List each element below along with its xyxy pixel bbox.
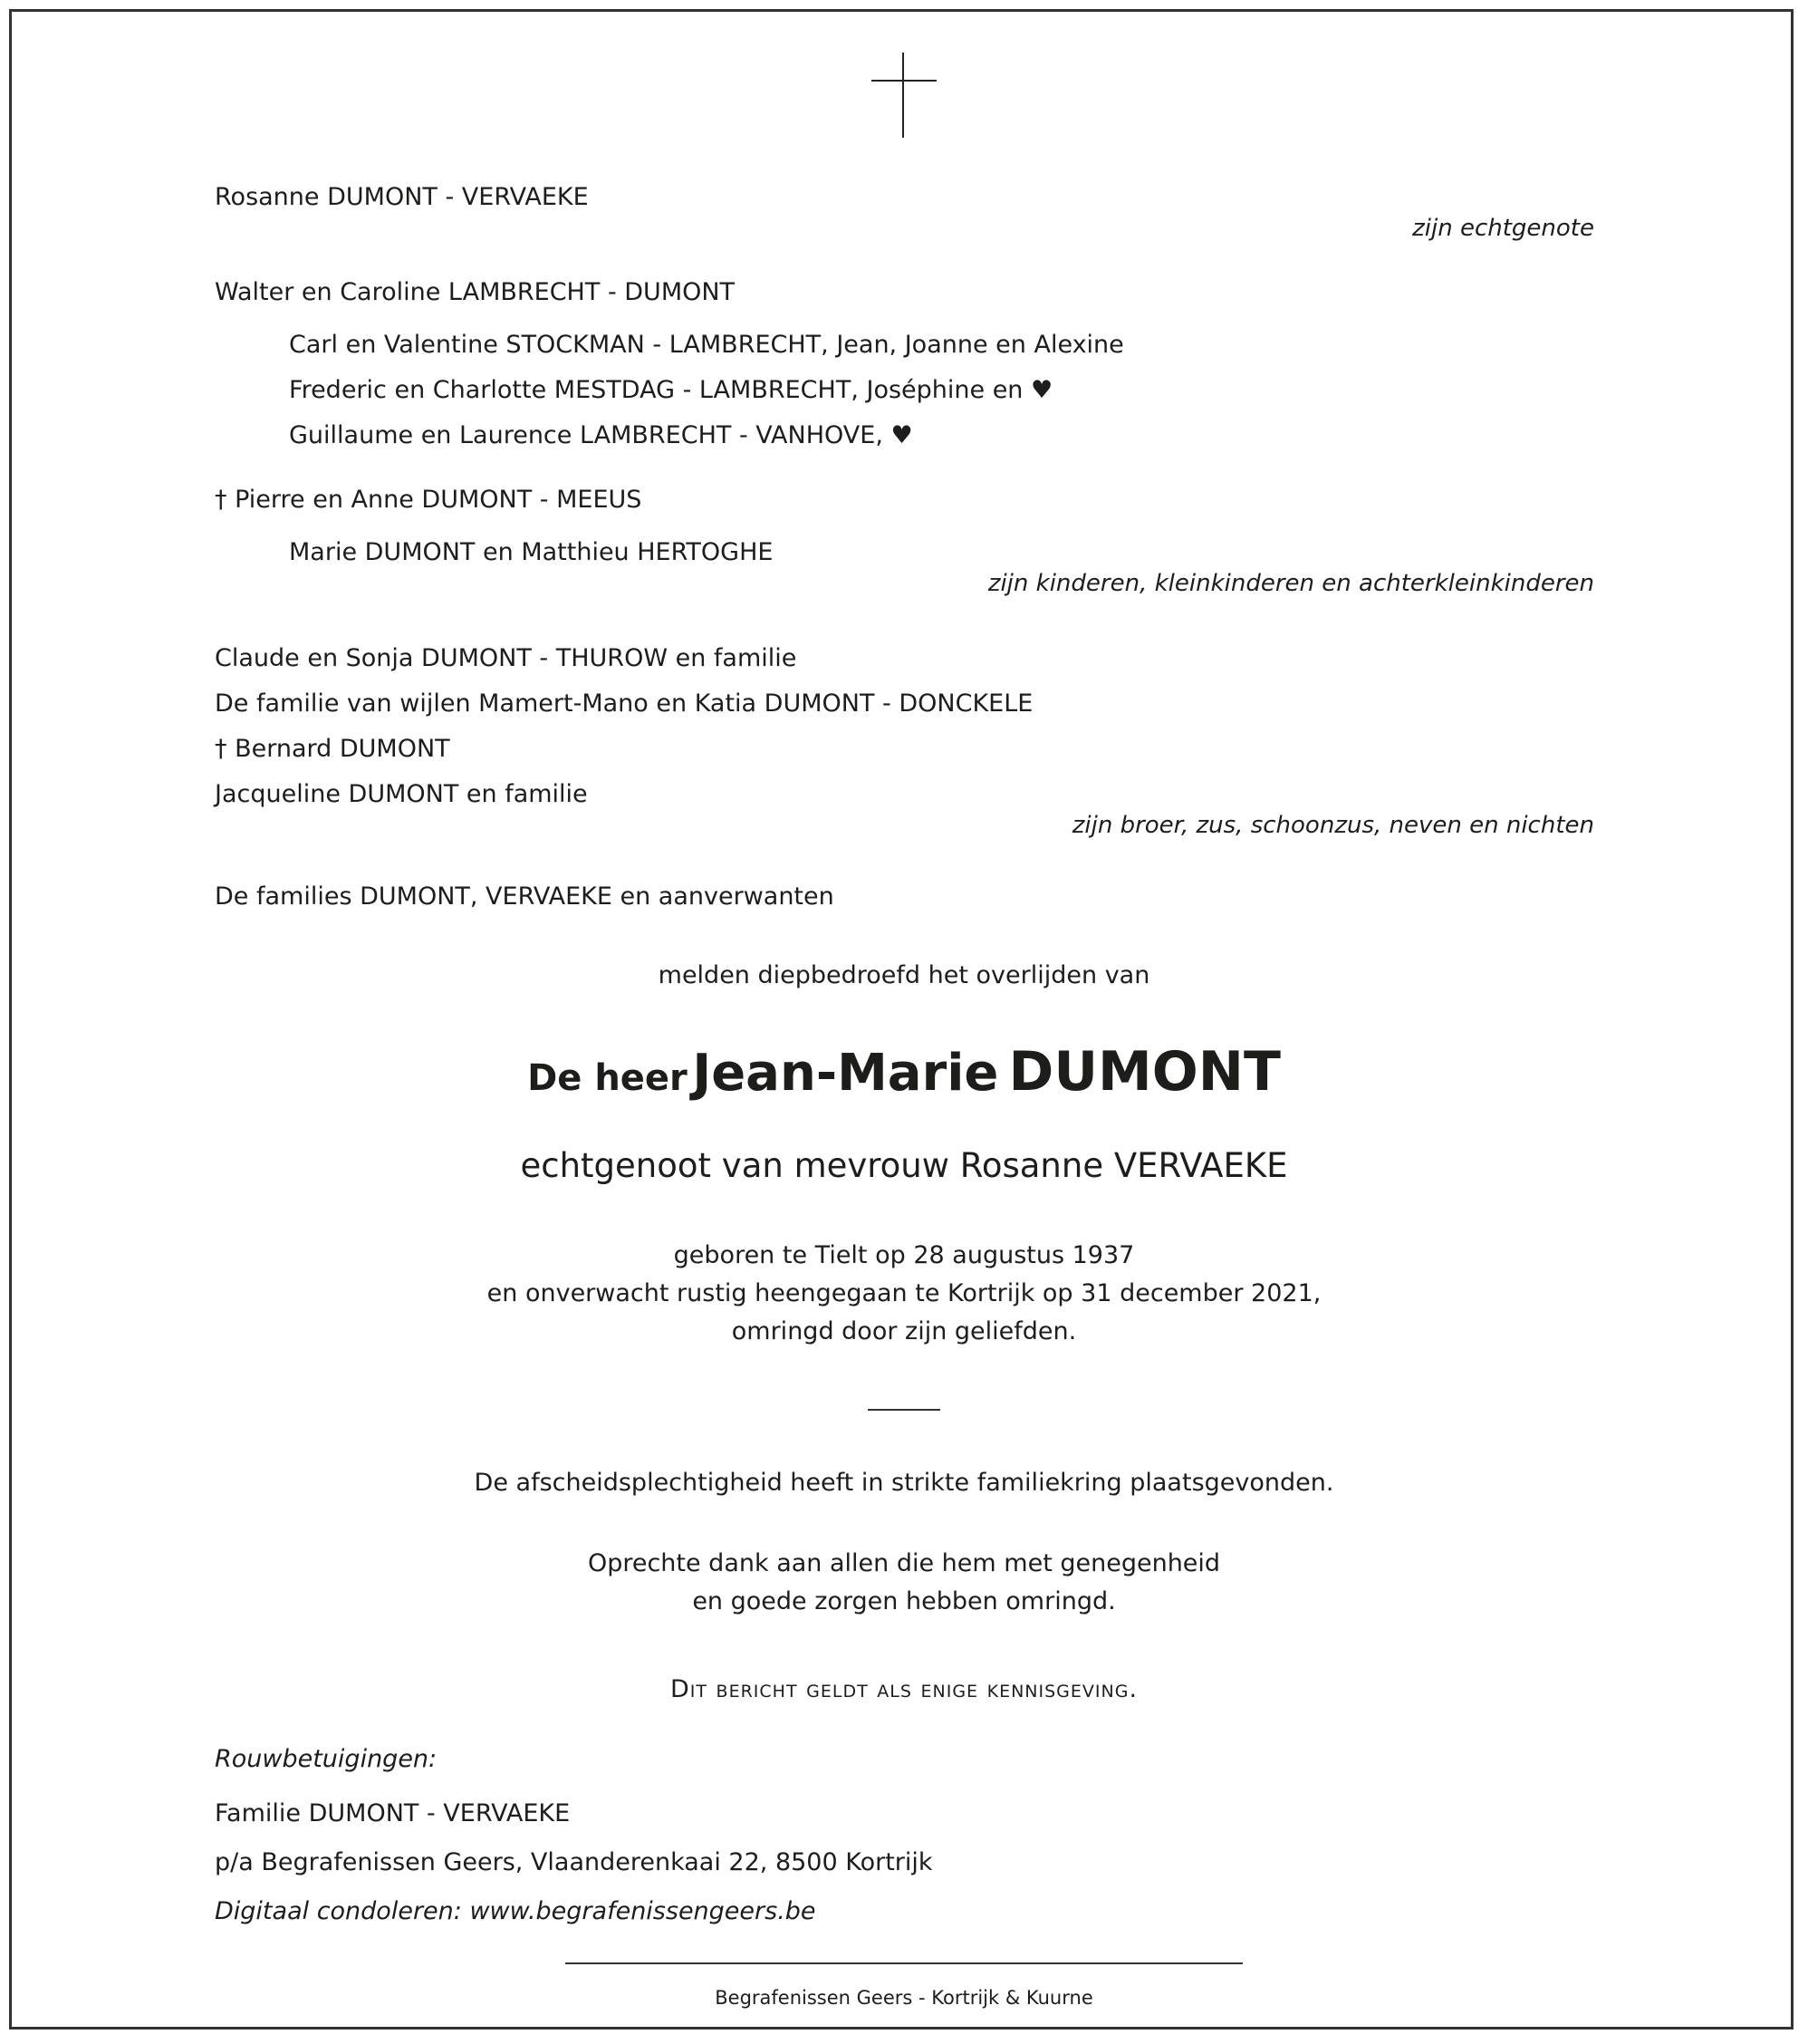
condolences-address: p/a Begrafenissen Geers, Vlaanderenkaai 22, 8500 Kortrijk (215, 1848, 933, 1876)
surrounded-line: omringd door zijn geliefden. (731, 1317, 1077, 1345)
sibling-1: Claude en Sonja DUMONT - THUROW en familie (215, 644, 797, 672)
footer-rule (565, 1962, 1243, 1964)
announcement: melden diepbedroefd het overlijden van (658, 961, 1150, 989)
condolences-name: Familie DUMONT - VERVAEKE (215, 1799, 571, 1827)
child-1: Walter en Caroline LAMBRECHT - DUMONT (215, 278, 736, 306)
grandchild-3: Guillaume en Laurence LAMBRECHT - VANHOVE, ♥ (289, 421, 913, 449)
sibling-2: De familie van wijlen Mamert-Mano en Katia DUMONT - DONCKELE (215, 689, 1034, 718)
page-border (9, 9, 1794, 2030)
grandchild-4: Marie DUMONT en Matthieu HERTOGHE (289, 538, 774, 566)
notice-text: Dit bericht geldt als enige kennisgeving. (669, 1675, 1139, 1703)
grandchild-2: Frederic en Charlotte MESTDAG - LAMBRECHT, Joséphine en ♥ (289, 376, 1053, 404)
families-line: De families DUMONT, VERVAEKE en aanverwanten (215, 882, 834, 911)
spouse-name: Rosanne DUMONT - VERVAEKE (215, 183, 589, 211)
sibling-3: † Bernard DUMONT (215, 735, 450, 763)
separator-rule (868, 1409, 940, 1411)
condolences-online: Digitaal condoleren: www.begrafenissengeers.be (215, 1897, 816, 1925)
thanks-line-2: en goede zorgen hebben omringd. (692, 1587, 1116, 1615)
deceased-subtitle: echtgenoot van mevrouw Rosanne VERVAEKE (520, 1146, 1288, 1185)
child-2: † Pierre en Anne DUMONT - MEEUS (215, 486, 642, 514)
footer-text: Begrafenissen Geers - Kortrijk & Kuurne (715, 1987, 1093, 2009)
sibling-4: Jacqueline DUMONT en familie (215, 780, 588, 808)
grandchild-1: Carl en Valentine STOCKMAN - LAMBRECHT, Jean, Joanne en Alexine (289, 331, 1124, 359)
siblings-role: zijn broer, zus, schoonzus, neven en nichten (1072, 812, 1594, 839)
first-name: Jean-Marie (692, 1044, 999, 1103)
spouse-role: zijn echtgenote (1412, 215, 1594, 242)
name-prefix: De heer (527, 1057, 688, 1099)
ceremony-text: De afscheidsplechtigheid heeft in strikte familiekring plaatsgevonden. (474, 1469, 1334, 1497)
deceased-name (0, 1040, 1808, 1117)
children-role: zijn kinderen, kleinkinderen en achterkleinkinderen (987, 570, 1594, 597)
birth-line: geboren te Tielt op 28 augustus 1937 (673, 1241, 1135, 1269)
death-line: en onverwacht rustig heengegaan te Kortrijk op 31 december 2021, (486, 1279, 1322, 1307)
last-name: DUMONT (1008, 1040, 1281, 1104)
condolences-label: Rouwbetuigingen: (215, 1745, 438, 1773)
thanks-line-1: Oprechte dank aan allen die hem met genegenheid (587, 1549, 1221, 1577)
